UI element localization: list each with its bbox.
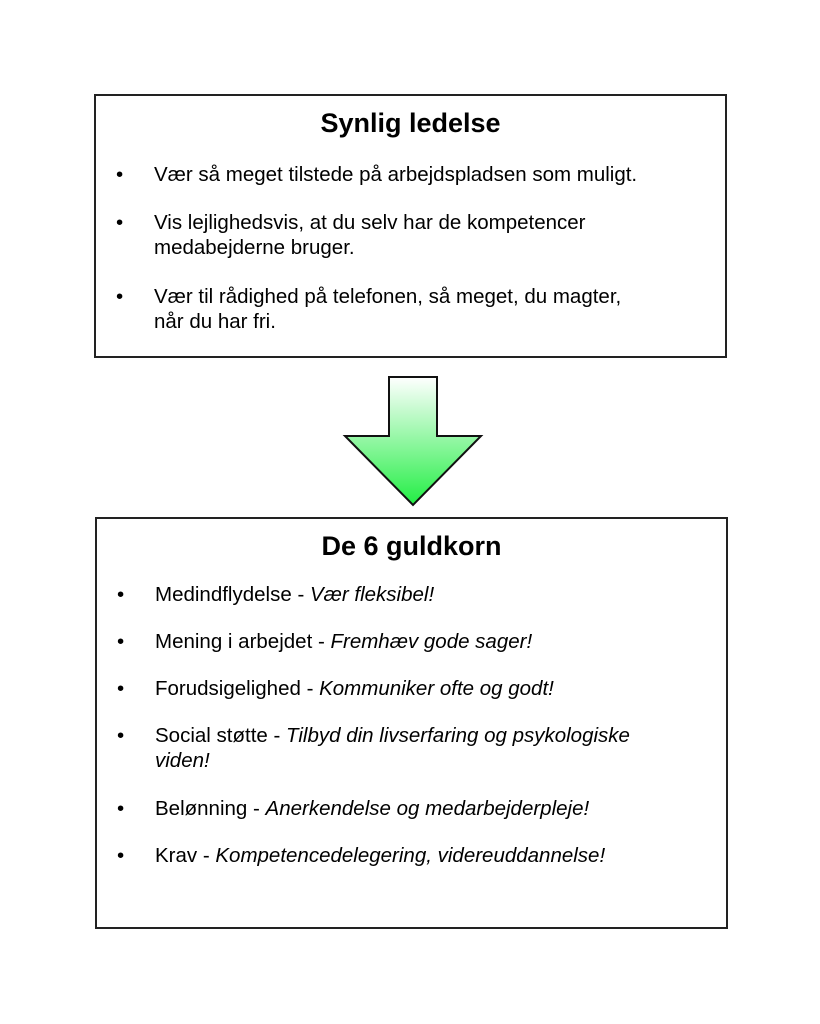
item-text: [154, 284, 695, 334]
bullet-icon: •: [117, 677, 125, 700]
bullet-icon: •: [116, 211, 124, 234]
item-text: [155, 843, 696, 868]
item-label: Social støtte -: [155, 724, 287, 747]
item-label: Mening i arbejdet -: [155, 630, 331, 653]
bullet-icon: •: [117, 844, 125, 867]
item-label: Krav -: [155, 844, 216, 867]
item-line: medabejderne bruger.: [154, 236, 355, 259]
item-line: når du har fri.: [154, 310, 276, 333]
guldkorn-box: [95, 517, 728, 929]
item-advice: Anerkendelse og medarbejderpleje!: [265, 797, 590, 820]
bullet-icon: •: [116, 285, 124, 308]
item-advice: Kompetencedelegering, videreuddannelse!: [215, 844, 606, 867]
item-line: Vær til rådighed på telefonen, så meget, du magter,: [154, 285, 622, 308]
item-advice: Kommuniker ofte og godt!: [319, 677, 554, 700]
item-advice: Fremhæv gode sager!: [330, 630, 533, 653]
down-arrow-icon: [342, 375, 484, 507]
box-title: De 6 guldkorn: [321, 531, 502, 561]
item-label: Belønning -: [155, 797, 266, 820]
arrow-shape: [345, 377, 481, 505]
item-label: Medindflydelse -: [155, 583, 310, 606]
synlig-ledelse-box: [94, 94, 727, 358]
item-text: [155, 629, 696, 654]
item-advice: Tilbyd din livserfaring og psykologiske: [286, 724, 630, 747]
item-text: [154, 210, 695, 260]
bullet-icon: •: [117, 583, 125, 606]
item-text: [155, 796, 696, 821]
item-advice: viden!: [155, 749, 210, 772]
item-text: [155, 723, 696, 773]
item-text: [155, 676, 696, 701]
item-line: Vis lejlighedsvis, at du selv har de kompetencer: [154, 211, 586, 234]
item-text: Vær så meget tilstede på arbejdspladsen som muligt.: [154, 163, 638, 186]
bullet-icon: •: [117, 724, 125, 747]
bullet-icon: •: [116, 163, 124, 186]
box-title: Synlig ledelse: [320, 108, 501, 138]
item-advice: Vær fleksibel!: [309, 583, 435, 606]
item-label: Forudsigelighed -: [155, 677, 320, 700]
bullet-icon: •: [117, 797, 125, 820]
item-text: [155, 582, 696, 607]
bullet-icon: •: [117, 630, 125, 653]
